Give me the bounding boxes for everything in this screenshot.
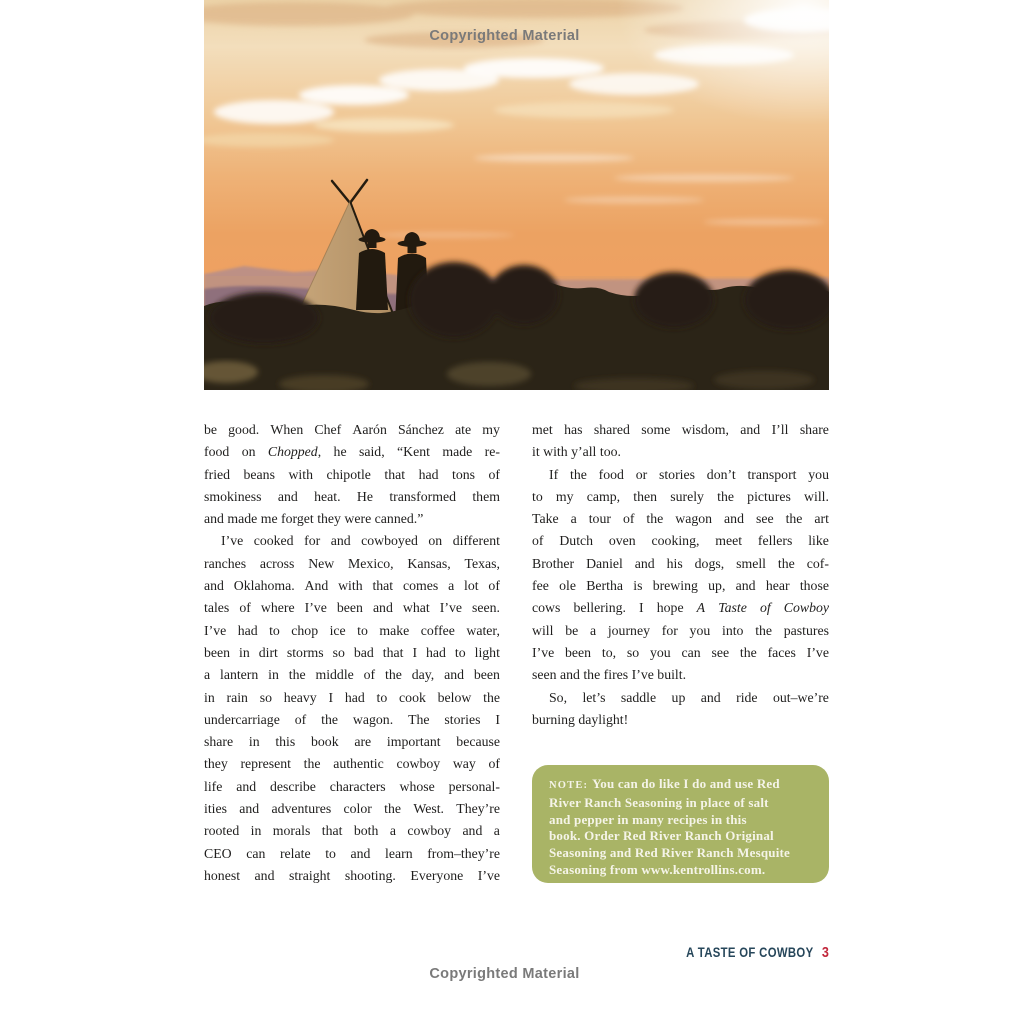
sunset-photo (204, 0, 829, 390)
text-line: Brother Daniel and his dogs, smell the cof- (532, 555, 829, 571)
text-line: I’ve been to, so you can see the faces I’ve (532, 644, 829, 660)
text-line: in rain so heavy I had to cook below the (204, 689, 500, 705)
text-line: I’ve had to chop ice to make coffee water, (204, 622, 500, 638)
text-line: a lantern in the middle of the day, and been (204, 667, 500, 683)
text-line: tales of where I’ve been and what I’ve seen. (204, 600, 500, 616)
text-line: undercarriage of the wagon. The stories I (204, 711, 500, 727)
text-line: burning daylight! (532, 711, 629, 727)
text-line: So, let’s saddle up and ride out–we’re (549, 689, 829, 705)
text-line: Take a tour of the wagon and see the art (532, 511, 829, 527)
text-line: and made me forget they were canned.” (204, 511, 424, 527)
sunset-photo-art (204, 0, 829, 390)
text-line: be good. When Chef Aarón Sánchez ate my (204, 422, 500, 437)
running-head-title: A TASTE OF COWBOY (686, 945, 814, 960)
text-line: been in dirt storms so bad that I had to light (204, 644, 500, 660)
text-line: food on Chopped, he said, “Kent made re- (204, 444, 500, 460)
text-line: they represent the authentic cowboy way of (204, 756, 500, 772)
page-number: 3 (821, 944, 829, 961)
copyright-notice-top: Copyrighted Material (429, 28, 580, 44)
note-line: River Ranch Seasoning in place of salt (549, 794, 769, 810)
text-line: fried beans with chipotle that had tons of (204, 466, 500, 482)
text-column-left (204, 419, 500, 887)
text-line: CEO can relate to and learn from–they’re (204, 845, 500, 861)
text-line: If the food or stories don’t transport you (549, 466, 829, 482)
text-line: it with y’all too. (532, 444, 621, 460)
text-line: share in this book are important because (204, 734, 500, 750)
text-line: rooted in morals that both a cowboy and a (204, 823, 500, 839)
text-line: will be a journey for you into the pastures (532, 622, 829, 638)
text-line: life and describe characters whose personal- (204, 778, 500, 794)
seasoning-note-box (532, 765, 829, 883)
text-line: ities and adventures color the West. They’re (204, 801, 500, 817)
text-column-right (532, 419, 829, 731)
page-footer (686, 944, 829, 962)
note-line: NOTE: You can do like I do and use Red (549, 776, 780, 791)
note-line: book. Order Red River Ranch Original (549, 828, 774, 844)
text-line: I’ve cooked for and cowboyed on different (221, 533, 500, 549)
text-line: cows bellering. I hope A Taste of Cowboy (532, 600, 829, 616)
text-line: fee ole Bertha is brewing up, and hear those (532, 578, 829, 594)
text-line: to my camp, then surely the pictures will. (532, 488, 829, 504)
note-label: NOTE: (549, 780, 593, 791)
note-line: Seasoning and Red River Ranch Mesquite (549, 845, 791, 861)
text-line: met has shared some wisdom, and I’ll share (532, 422, 829, 437)
text-line: ranches across New Mexico, Kansas, Texas, (204, 555, 500, 571)
text-line: smokiness and heat. He transformed them (204, 488, 500, 504)
note-line: and pepper in many recipes in this (549, 811, 747, 827)
text-line: of Dutch oven cooking, meet fellers like (532, 533, 829, 549)
text-line: honest and straight shooting. Everyone I’ve (204, 867, 500, 883)
note-line: Seasoning from www.kentrollins.com. (549, 861, 766, 877)
copyright-notice-bottom: Copyrighted Material (429, 966, 580, 982)
text-line: and Oklahoma. And with that comes a lot of (204, 578, 500, 594)
text-line: seen and the fires I’ve built. (532, 667, 687, 683)
